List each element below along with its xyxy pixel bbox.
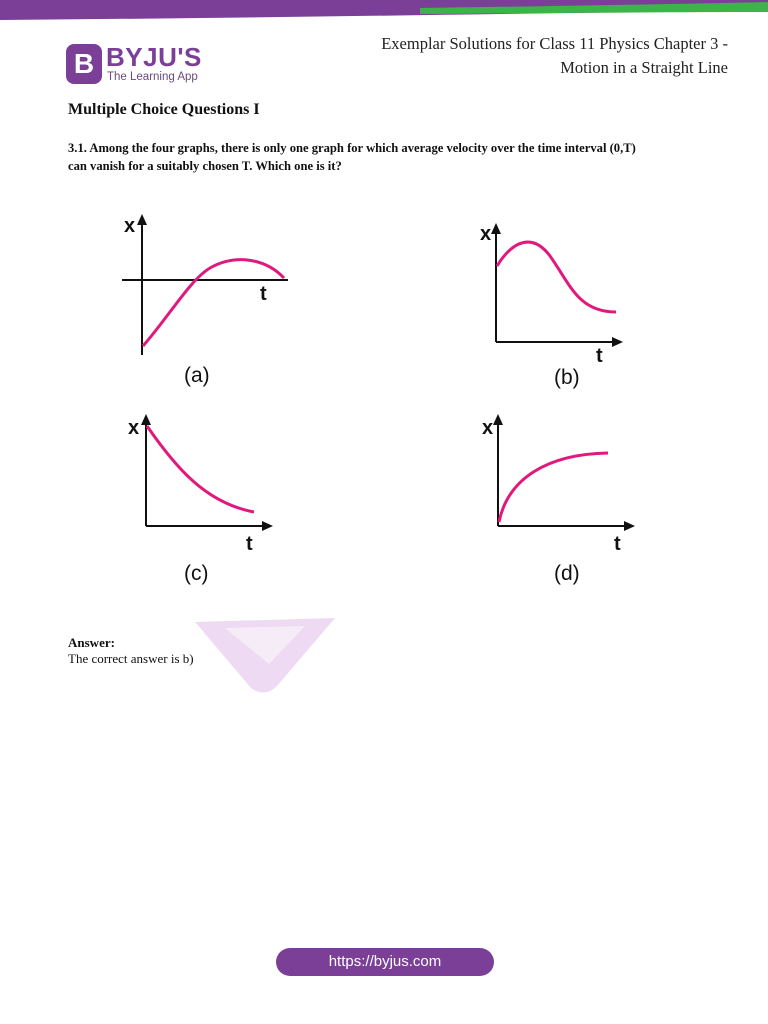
question-line2: can vanish for a suitably chosen T. Which one is it? (68, 159, 342, 173)
graph-a (110, 210, 300, 365)
graph-d-caption: (d) (554, 562, 580, 585)
graph-a-x-label: x (124, 215, 136, 237)
graph-c-curve (147, 426, 254, 512)
graph-c-t-arrow (262, 521, 273, 531)
document-header-title (308, 32, 728, 80)
header-title-line2: Motion in a Straight Line (560, 58, 728, 77)
logo-badge: B (66, 44, 102, 84)
graph-a-x-arrow (137, 214, 147, 225)
graph-d-svg (478, 408, 648, 558)
graph-a-t-label: t (260, 283, 267, 305)
graph-d-t-arrow (624, 521, 635, 531)
graph-a-caption: (a) (184, 364, 210, 387)
graph-c (126, 408, 286, 563)
graph-d-x-arrow (493, 414, 503, 425)
graph-b-x-arrow (491, 223, 501, 234)
byjus-logo (66, 44, 206, 86)
graph-b-t-arrow (612, 337, 623, 347)
graph-b-t-label: t (596, 345, 603, 367)
question-line1: 3.1. Among the four graphs, there is only one graph for which average velocity over the time interval (0,T) (68, 141, 636, 155)
graph-b-curve (497, 242, 616, 312)
graph-d-t-label: t (614, 533, 621, 555)
graph-d-x-label: x (482, 417, 494, 439)
footer-url-link[interactable]: https://byjus.com (276, 948, 494, 976)
graph-c-t-label: t (246, 533, 253, 555)
answer-text: The correct answer is b) (68, 651, 194, 666)
answer-title: Answer: (68, 635, 115, 650)
graph-b-caption: (b) (554, 366, 580, 389)
graph-b-svg (478, 218, 628, 368)
graph-b-x-label: x (480, 223, 492, 245)
top-color-band (0, 0, 768, 22)
graph-a-svg (110, 210, 300, 360)
graph-d (478, 408, 648, 563)
graph-d-curve (499, 453, 608, 522)
graph-b (478, 218, 628, 373)
header-title-line1: Exemplar Solutions for Class 11 Physics Chapter 3 - (381, 34, 728, 53)
graph-c-caption: (c) (184, 562, 209, 585)
question-text (68, 139, 708, 175)
watermark-logo (185, 618, 345, 698)
graph-c-x-label: x (128, 417, 140, 439)
logo-tagline: The Learning App (107, 71, 198, 83)
graph-c-x-arrow (141, 414, 151, 425)
logo-brand-name: BYJU'S (106, 42, 202, 72)
section-title: Multiple Choice Questions I (68, 101, 260, 118)
graph-c-svg (126, 408, 286, 558)
